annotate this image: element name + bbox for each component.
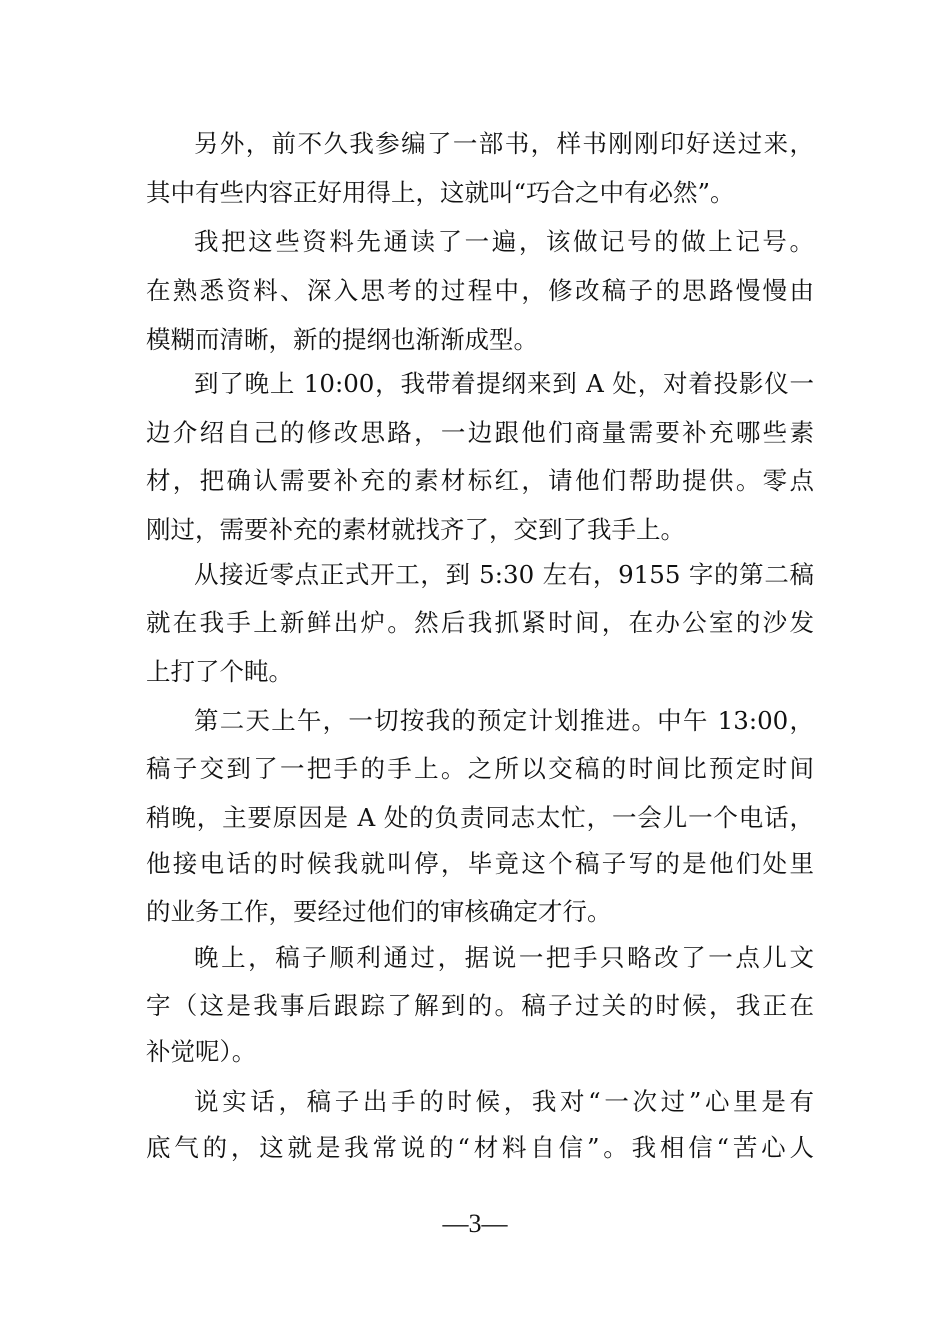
text-line: 的业务工作，要经过他们的审核确定才行。 <box>146 897 612 926</box>
text-line: 他接电话的时候我就叫停，毕竟这个稿子写的是他们处里 <box>146 849 814 878</box>
text-line: 材，把确认需要补充的素材标红，请他们帮助提供。零点 <box>146 466 814 495</box>
text-line: 说实话，稿子出手的时候，我对“一次过”心里是有 <box>194 1087 814 1116</box>
text-line: 晚上，稿子顺利通过，据说一把手只略改了一点儿文 <box>194 943 814 972</box>
text-line: 稿子交到了一把手的手上。之所以交稿的时间比预定时间 <box>146 754 814 783</box>
text-line: 我把这些资料先通读了一遍，该做记号的做上记号。 <box>194 227 814 256</box>
text-line: 稍晚，主要原因是 A 处的负责同志太忙，一会儿一个电话， <box>146 803 814 832</box>
text-line: 第二天上午，一切按我的预定计划推进。中午 13:00， <box>194 706 814 735</box>
text-line: 补觉呢）。 <box>146 1037 257 1066</box>
text-line: 模糊而清晰，新的提纲也渐渐成型。 <box>146 325 538 354</box>
page-number: —3— <box>442 1209 508 1238</box>
text-line: 刚过，需要补充的素材就找齐了，交到了我手上。 <box>146 515 685 544</box>
text-line: 其中有些内容正好用得上，这就叫“巧合之中有必然”。 <box>146 178 735 207</box>
text-line: 到了晚上 10:00，我带着提纲来到 A 处，对着投影仪一 <box>194 369 814 398</box>
text-line: 边介绍自己的修改思路，一边跟他们商量需要补充哪些素 <box>146 418 814 447</box>
text-line: 从接近零点正式开工，到 5:30 左右，9155 字的第二稿 <box>194 560 814 589</box>
text-line: 就在我手上新鲜出炉。然后我抓紧时间，在办公室的沙发 <box>146 608 814 637</box>
text-line: 底气的，这就是我常说的“材料自信”。我相信“苦心人 <box>146 1133 814 1162</box>
text-line: 在熟悉资料、深入思考的过程中，修改稿子的思路慢慢由 <box>146 276 814 305</box>
text-line: 字（这是我事后跟踪了解到的。稿子过关的时候，我正在 <box>146 991 814 1020</box>
text-line: 上打了个盹。 <box>146 657 293 686</box>
text-line: 另外，前不久我参编了一部书，样书刚刚印好送过来， <box>194 129 814 158</box>
